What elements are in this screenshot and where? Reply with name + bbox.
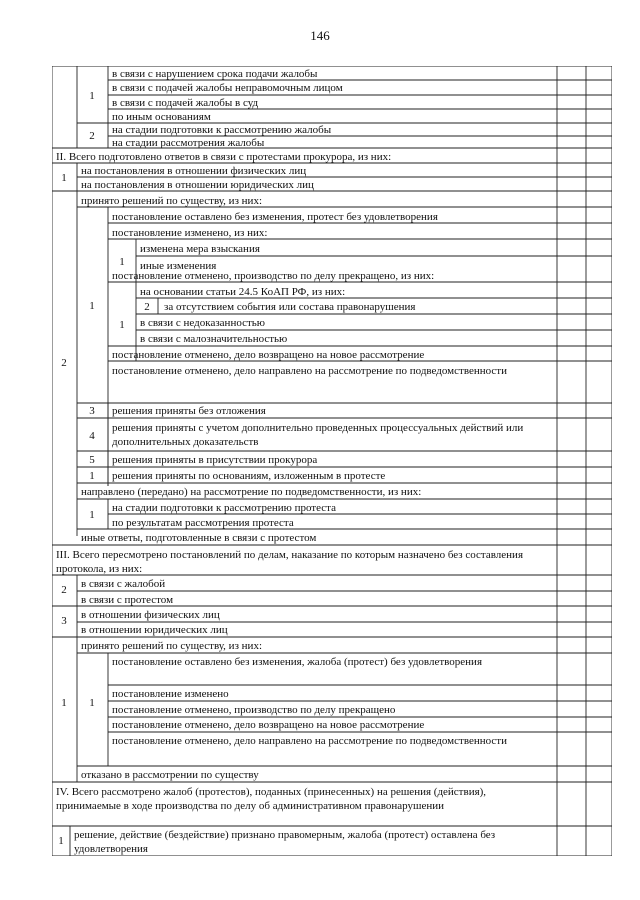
row-text: на стадии рассмотрения жалобы xyxy=(112,137,265,149)
row-text: постановление отменено, производство по делу прекращено xyxy=(112,704,396,716)
row-text: на стадии подготовки к рассмотрению жалобы xyxy=(112,124,332,136)
row-text: решения приняты в присутствии прокурора xyxy=(112,454,318,466)
row-text: на основании статьи 24.5 КоАП РФ, из них: xyxy=(140,286,346,298)
row-text: постановление отменено, дело возвращено на новое рассмотрение xyxy=(112,349,425,361)
row-text: на постановления в отношении юридических лиц xyxy=(81,179,314,191)
section-heading: III. Всего пересмотрено постановлений по делам, наказание по которым назначено без составления протокола, из них: xyxy=(56,549,524,575)
row-text: в связи с подачей жалобы неправомочным лицом xyxy=(112,82,343,94)
row-number: 2 xyxy=(61,357,67,369)
row-text: решения приняты без отложения xyxy=(112,405,266,417)
row-text: решение, действие (бездействие) признано правомерным, жалоба (протест) оставлена без удовлетворения xyxy=(74,829,496,855)
row-text: отказано в рассмотрении по существу xyxy=(81,769,259,781)
row-text: иные изменения xyxy=(140,260,217,272)
row-number: 1 xyxy=(61,172,67,184)
row-number: 1 xyxy=(119,256,125,268)
row-text: на стадии подготовки к рассмотрению протеста xyxy=(112,502,336,514)
row-number: 1 xyxy=(119,319,125,331)
row-text: решения приняты по основаниям, изложенным в протесте xyxy=(112,470,386,482)
row-number: 1 xyxy=(89,300,95,312)
report-table xyxy=(52,66,612,856)
row-text: в связи с нарушением срока подачи жалобы xyxy=(112,68,318,80)
row-number: 4 xyxy=(89,430,95,442)
row-text: в связи с малозначительностью xyxy=(140,333,288,345)
row-number: 1 xyxy=(89,697,95,709)
row-text: в отношении юридических лиц xyxy=(81,624,228,636)
row-number: 1 xyxy=(89,90,95,102)
row-number: 1 xyxy=(61,697,67,709)
row-text: по результатам рассмотрения протеста xyxy=(112,517,294,529)
row-text: постановление оставлено без изменения, протест без удовлетворения xyxy=(112,211,438,223)
row-text: постановление отменено, производство по делу прекращено, из них: xyxy=(112,270,435,282)
row-text: постановление изменено, из них: xyxy=(112,227,268,239)
row-text: постановление отменено, дело возвращено на новое рассмотрение xyxy=(112,719,425,731)
row-number: 2 xyxy=(89,130,95,142)
row-number: 1 xyxy=(89,509,95,521)
row-text: за отсутствием события или состава правонарушения xyxy=(164,301,416,313)
row-text: принято решений по существу, из них: xyxy=(81,195,262,207)
row-number: 5 xyxy=(89,454,95,466)
row-text: в отношении физических лиц xyxy=(81,609,220,621)
row-text: изменена мера взыскания xyxy=(140,243,260,255)
section-heading: II. Всего подготовлено ответов в связи с протестами прокурора, из них: xyxy=(56,151,392,163)
row-text: решения приняты с учетом дополнительно проведенных процессуальных действий или дополнительных доказательств xyxy=(112,422,524,448)
row-text: на постановления в отношении физических лиц xyxy=(81,165,307,177)
table-grid xyxy=(52,66,612,856)
row-number: 3 xyxy=(61,615,67,627)
row-text: в связи с подачей жалобы в суд xyxy=(112,97,259,109)
row-number: 2 xyxy=(61,584,67,596)
row-text: по иным основаниям xyxy=(112,111,211,123)
page-number: 146 xyxy=(310,28,330,43)
row-text: постановление отменено, дело направлено на рассмотрение по подведомственности xyxy=(112,365,507,377)
row-text: направлено (передано) на рассмотрение по подведомственности, из них: xyxy=(81,486,422,498)
row-text: в связи с жалобой xyxy=(81,578,166,590)
row-text: принято решений по существу, из них: xyxy=(81,640,262,652)
section-heading: IV. Всего рассмотрено жалоб (протестов), поданных (принесенных) на решения (действия), принимаемые в ходе производства по делу об административном правонарушении xyxy=(56,786,487,812)
row-text: иные ответы, подготовленные в связи с протестом xyxy=(81,532,317,544)
row-number: 2 xyxy=(144,301,150,313)
row-number: 1 xyxy=(89,470,95,482)
row-number: 3 xyxy=(89,405,95,417)
row-text: постановление оставлено без изменения, жалоба (протест) без удовлетворения xyxy=(112,656,482,668)
row-text: постановление изменено xyxy=(112,688,229,700)
row-text: в связи с недоказанностью xyxy=(140,317,266,329)
row-number: 1 xyxy=(58,835,64,847)
row-text: в связи с протестом xyxy=(81,594,174,606)
row-text: постановление отменено, дело направлено на рассмотрение по подведомственности xyxy=(112,735,507,747)
